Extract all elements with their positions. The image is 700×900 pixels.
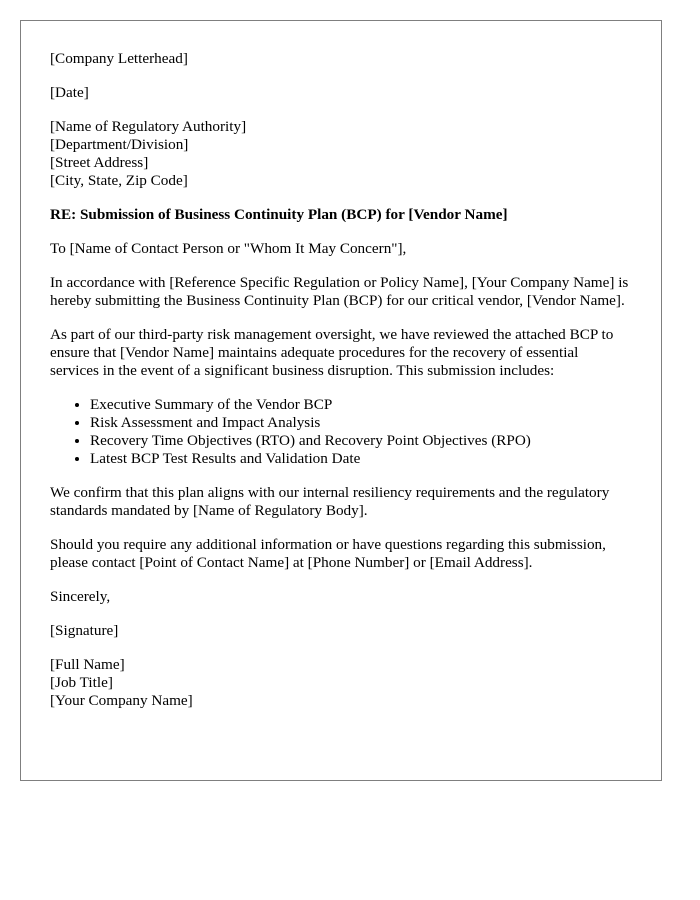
closing: Sincerely,	[50, 588, 111, 605]
list-item: • Latest BCP Test Results and Validation Date	[90, 450, 631, 468]
body-paragraph-confirmation: We confirm that this plan aligns with our internal resiliency requirements and the regulatory standards mandated by [Name of Regulatory Body].	[50, 484, 610, 519]
letter-date: [Date]	[50, 84, 89, 101]
body-paragraph-oversight: As part of our third-party risk management oversight, we have reviewed the attached BCP to ensure that [Vendor Name] maintains adequate procedures for the recovery of essential services in the event of a significant business disruption. This submission includes:	[50, 326, 614, 379]
list-item: • Recovery Time Objectives (RTO) and Recovery Point Objectives (RPO)	[90, 432, 631, 450]
company-letterhead: [Company Letterhead]	[50, 50, 188, 67]
signer-company-name: [Your Company Name]	[50, 692, 193, 709]
list-item: • Risk Assessment and Impact Analysis	[90, 414, 631, 432]
submission-inclusions-list	[50, 396, 631, 468]
body-paragraph-intro: In accordance with [Reference Specific Regulation or Policy Name], [Your Company Name] is hereby submitting the Business Continuity Plan (BCP) for our critical vendor, [Vendor Name].	[50, 274, 629, 309]
signature-block	[50, 656, 631, 710]
recipient-department: [Department/Division]	[50, 136, 189, 153]
subject-line: RE: Submission of Business Continuity Plan (BCP) for [Vendor Name]	[50, 206, 508, 223]
list-item: • Executive Summary of the Vendor BCP	[90, 396, 631, 414]
recipient-authority: [Name of Regulatory Authority]	[50, 118, 247, 135]
recipient-city-state-zip: [City, State, Zip Code]	[50, 172, 188, 189]
letter-document	[20, 20, 662, 781]
salutation: To [Name of Contact Person or "Whom It May Concern"],	[50, 240, 407, 257]
signature-placeholder: [Signature]	[50, 622, 119, 639]
signer-job-title: [Job Title]	[50, 674, 113, 691]
signer-full-name: [Full Name]	[50, 656, 125, 673]
body-paragraph-contact: Should you require any additional information or have questions regarding this submission, please contact [Point of Contact Name] at [Phone Number] or [Email Address].	[50, 536, 606, 571]
recipient-address	[50, 118, 631, 190]
recipient-street: [Street Address]	[50, 154, 149, 171]
